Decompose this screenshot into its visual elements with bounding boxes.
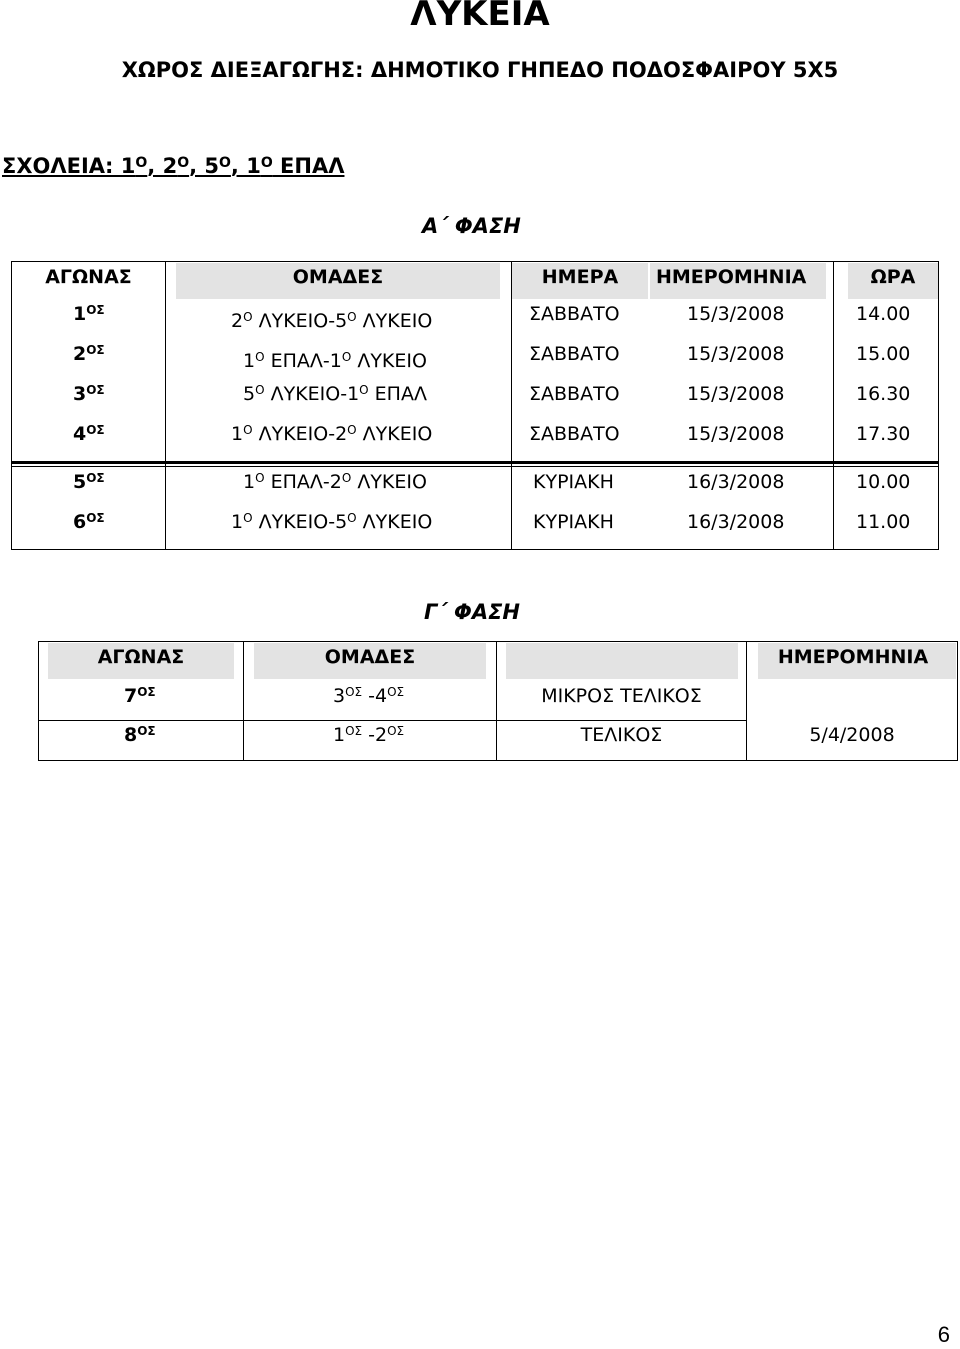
match-label: ΜΙΚΡΟΣ ΤΕΛΙΚΟΣ (541, 685, 702, 707)
match-date: 16/3/2008 (687, 511, 785, 533)
match-teams: $2^O$ ΛΥΚΕΙΟ-$5^O$ ΛΥΚΕΙΟ (231, 310, 433, 332)
venue-line: ΧΩΡΟΣ ΔΙΕΞΑΓΩΓΗΣ: ΔΗΜΟΤΙΚΟ ΓΗΠΕΔΟ ΠΟΔΟΣΦΑΙΡΟΥ 5Χ5 (121, 58, 839, 82)
table-border-bottom (38, 760, 958, 761)
header-bg (506, 643, 738, 679)
match-number: $4^{O\Sigma}$ (73, 423, 105, 445)
match-time: 11.00 (856, 511, 911, 533)
match-time: 17.30 (856, 423, 911, 445)
match-date: 5/4/2008 (809, 724, 895, 746)
col-divider (833, 261, 834, 550)
match-date: 15/3/2008 (687, 343, 785, 365)
match-teams: $1^{O\Sigma}$ $-2^{O\Sigma}$ (333, 724, 405, 746)
header-match: ΑΓΩΝΑΣ (97, 646, 185, 668)
match-teams: $1^O$ ΛΥΚΕΙΟ-$5^O$ ΛΥΚΕΙΟ (231, 511, 433, 533)
page-number: 6 (937, 1322, 950, 1347)
table-border-top (11, 261, 939, 262)
match-teams: $5^O$ ΛΥΚΕΙΟ-$1^O$ ΕΠΑΛ (243, 383, 427, 405)
phase-c-title: Γ΄ ΦΑΣΗ (424, 600, 520, 624)
col-divider (511, 261, 512, 550)
match-time: 15.00 (856, 343, 911, 365)
header-date: ΗΜΕΡΟΜΗΝΙΑ (777, 646, 929, 668)
match-number: $5^{O\Sigma}$ (73, 471, 105, 493)
col-divider (243, 641, 244, 761)
table-border-left (38, 641, 39, 761)
match-day: ΚΥΡΙΑΚΗ (533, 471, 614, 493)
day-separator (11, 466, 939, 467)
header-teams: ΟΜΑΔΕΣ (324, 646, 416, 668)
match-day: ΣΑΒΒΑΤΟ (529, 383, 620, 405)
match-day: ΚΥΡΙΑΚΗ (533, 511, 614, 533)
phase-a-title: Α΄ ΦΑΣΗ (422, 214, 521, 238)
match-date: 15/3/2008 (687, 383, 785, 405)
match-number: $8^{O\Sigma}$ (124, 724, 156, 746)
table-border-right (957, 641, 958, 761)
match-number: $3^{O\Sigma}$ (73, 383, 105, 405)
match-day: ΣΑΒΒΑΤΟ (529, 343, 620, 365)
table-border-left (11, 261, 12, 550)
day-separator (11, 461, 939, 464)
col-divider (165, 261, 166, 550)
header-time: ΩΡΑ (870, 266, 916, 288)
match-time: 14.00 (856, 303, 911, 325)
header-day: ΗΜΕΡΑ (541, 266, 619, 288)
match-teams: $1^O$ ΕΠΑΛ-$1^O$ ΛΥΚΕΙΟ (243, 350, 427, 372)
table-border-bottom (11, 549, 939, 550)
header-date: ΗΜΕΡΟΜΗΝΙΑ (656, 266, 807, 288)
match-date: 15/3/2008 (687, 423, 785, 445)
schools-line: ΣΧΟΛΕΙΑ: $1^O$, $2^O$, $5^O$, $1^O$ ΕΠΑΛ (2, 154, 345, 178)
header-teams: ΟΜΑΔΕΣ (292, 266, 384, 288)
match-teams: $3^{O\Sigma}$ $-4^{O\Sigma}$ (333, 685, 405, 707)
match-time: 10.00 (856, 471, 911, 493)
match-date: 16/3/2008 (687, 471, 785, 493)
match-label: ΤΕΛΙΚΟΣ (580, 724, 663, 746)
row-divider (38, 720, 746, 721)
match-number: $2^{O\Sigma}$ (73, 343, 105, 365)
match-number: $1^{O\Sigma}$ (73, 303, 105, 325)
match-number: $6^{O\Sigma}$ (73, 511, 105, 533)
match-day: ΣΑΒΒΑΤΟ (529, 303, 620, 325)
match-day: ΣΑΒΒΑΤΟ (529, 423, 620, 445)
header-match: ΑΓΩΝΑΣ (45, 266, 132, 288)
match-number: $7^{O\Sigma}$ (124, 685, 156, 707)
table-border-top (38, 641, 958, 642)
table-border-right (938, 261, 939, 550)
match-date: 15/3/2008 (687, 303, 785, 325)
match-teams: $1^O$ ΛΥΚΕΙΟ-$2^O$ ΛΥΚΕΙΟ (231, 423, 433, 445)
page-title: ΛΥΚΕΙΑ (410, 0, 550, 34)
match-teams: $1^O$ ΕΠΑΛ-$2^O$ ΛΥΚΕΙΟ (243, 471, 427, 493)
match-time: 16.30 (856, 383, 911, 405)
